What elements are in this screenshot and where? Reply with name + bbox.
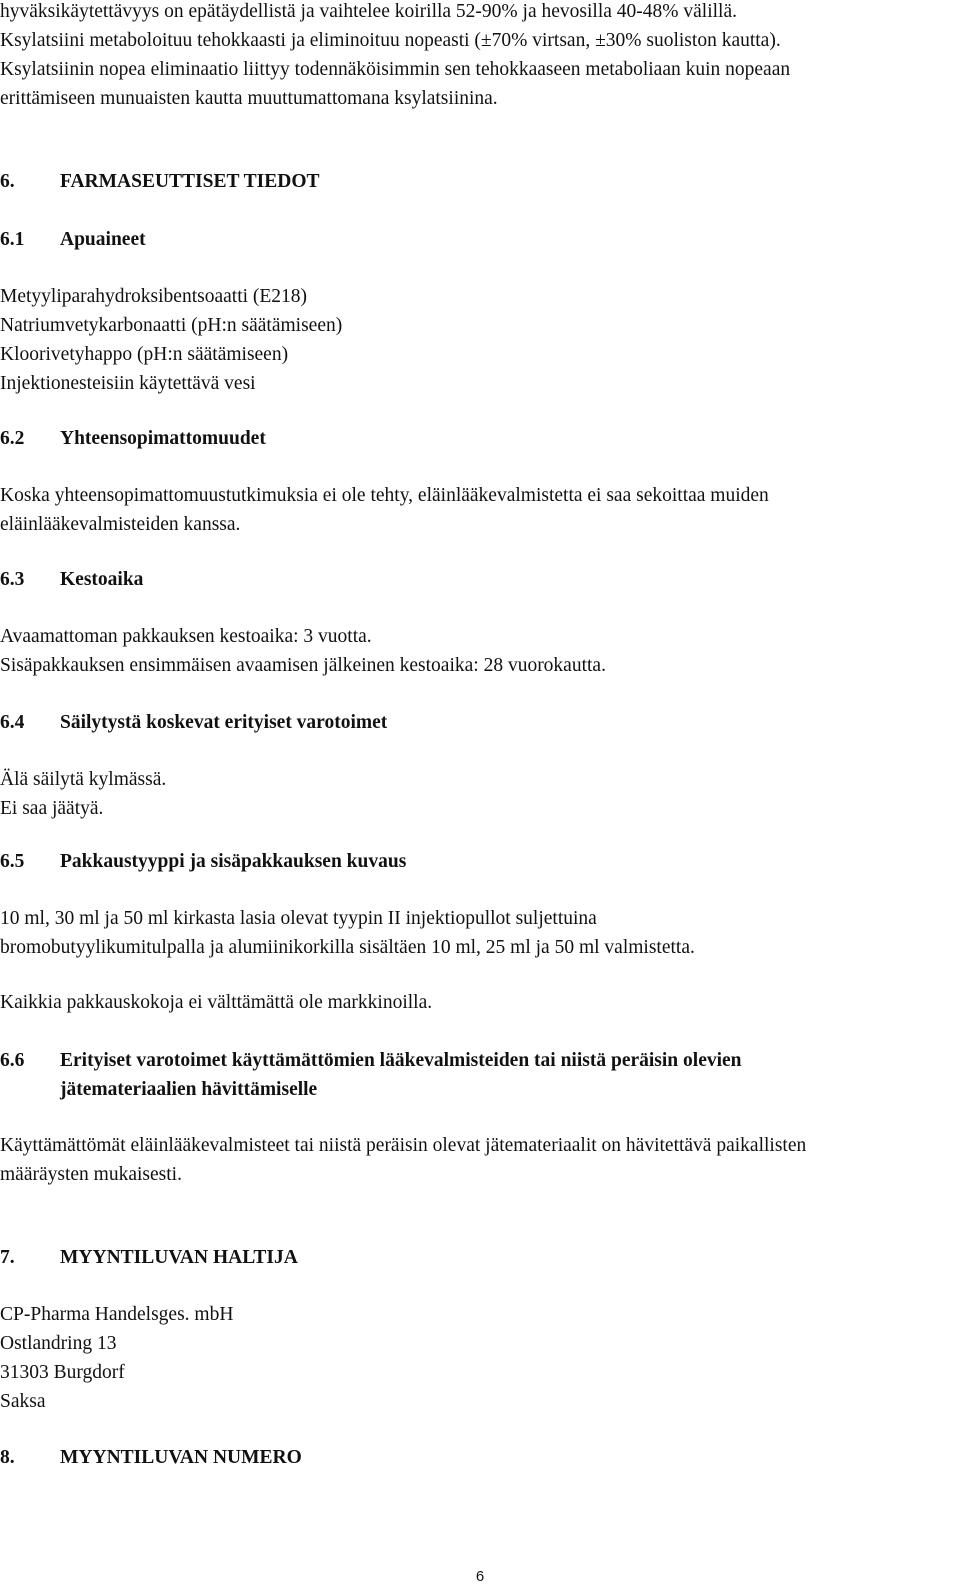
section-number: 6.4 [0,712,25,733]
address-line: CP-Pharma Handelsges. mbH [0,1304,234,1325]
section-title: MYYNTILUVAN NUMERO [60,1447,302,1468]
section-title: Pakkaustyyppi ja sisäpakkauksen kuvaus [60,851,407,872]
section-title: MYYNTILUVAN HALTIJA [60,1247,298,1268]
section-6-2-heading [0,424,266,453]
paragraph-line: Käyttämättömät eläinlääkevalmisteet tai niistä peräisin olevat jätemateriaalit on hävitettävä paikallisten [0,1135,807,1156]
paragraph-line: määräysten mukaisesti. [0,1164,182,1185]
intro-line-2: Ksylatsiini metaboloituu tehokkaasti ja eliminoituu nopeasti (±70% virtsan, ±30% suoliston kautta). [0,30,781,51]
section-number: 6.6 [0,1050,25,1071]
section-title: FARMASEUTTISET TIEDOT [60,171,320,192]
section-title: Säilytystä koskevat erityiset varotoimet [60,712,388,733]
paragraph-line: Koska yhteensopimattomuustutkimuksia ei ole tehty, eläinlääkevalmistetta ei saa sekoittaa muiden [0,485,769,506]
section-number: 7. [0,1247,15,1268]
section-title: Erityiset varotoimet käyttämättömien lääkevalmisteiden tai niistä peräisin olevien [60,1050,742,1071]
section-6-1-heading [0,225,146,254]
section-6-5-heading [0,847,406,876]
paragraph-line: Ei saa jäätyä. [0,798,104,819]
paragraph-line: 10 ml, 30 ml ja 50 ml kirkasta lasia olevat tyypin II injektiopullot suljettuina [0,908,597,929]
section-7-heading [0,1243,298,1272]
section-number: 6.5 [0,851,25,872]
paragraph-line: Avaamattoman pakkauksen kestoaika: 3 vuotta. [0,626,372,647]
section-number: 6.1 [0,229,25,250]
section-title: Kestoaika [60,569,144,590]
page-number: 6 [475,1568,485,1585]
section-number: 6.2 [0,428,25,449]
address-line: Ostlandring 13 [0,1333,117,1354]
paragraph-line: Älä säilytä kylmässä. [0,769,167,790]
paragraph-line: bromobutyylikumitulpalla ja alumiinikorkilla sisältäen 10 ml, 25 ml ja 50 ml valmistetta. [0,937,695,958]
section-number: 6. [0,171,15,192]
section-6-4-heading [0,708,387,737]
excipient-line: Natriumvetykarbonaatti (pH:n säätämiseen) [0,315,343,336]
paragraph-line: eläinlääkevalmisteiden kanssa. [0,514,241,535]
section-number: 8. [0,1447,15,1468]
section-title: Yhteensopimattomuudet [60,428,266,449]
paragraph-line: Sisäpakkauksen ensimmäisen avaamisen jälkeinen kestoaika: 28 vuorokautta. [0,655,606,676]
section-6-6-heading [0,1046,742,1075]
section-number: 6.3 [0,569,25,590]
section-6-3-heading [0,565,143,594]
address-line: Saksa [0,1391,46,1412]
intro-line-3: Ksylatsiinin nopea eliminaatio liittyy todennäköisimmin sen tehokkaaseen metaboliaan kuin nopeaan [0,59,791,80]
excipient-line: Injektionesteisiin käytettävä vesi [0,373,256,394]
excipient-line: Kloorivetyhappo (pH:n säätämiseen) [0,344,289,365]
excipient-line: Metyyliparahydroksibentsoaatti (E218) [0,286,308,307]
address-line: 31303 Burgdorf [0,1362,125,1383]
intro-line-1: hyväksikäytettävyys on epätäydellistä ja vaihtelee koirilla 52-90% ja hevosilla 40-48% välillä. [0,1,737,22]
intro-line-4: erittämiseen munuaisten kautta muuttumattomana ksylatsiinina. [0,88,498,109]
section-6-6-heading-cont: jätemateriaalien hävittämiselle [60,1079,318,1100]
paragraph-line: Kaikkia pakkauskokoja ei välttämättä ole markkinoilla. [0,992,433,1013]
section-8-heading [0,1443,302,1472]
section-title: Apuaineet [60,229,146,250]
section-6-heading [0,167,320,196]
